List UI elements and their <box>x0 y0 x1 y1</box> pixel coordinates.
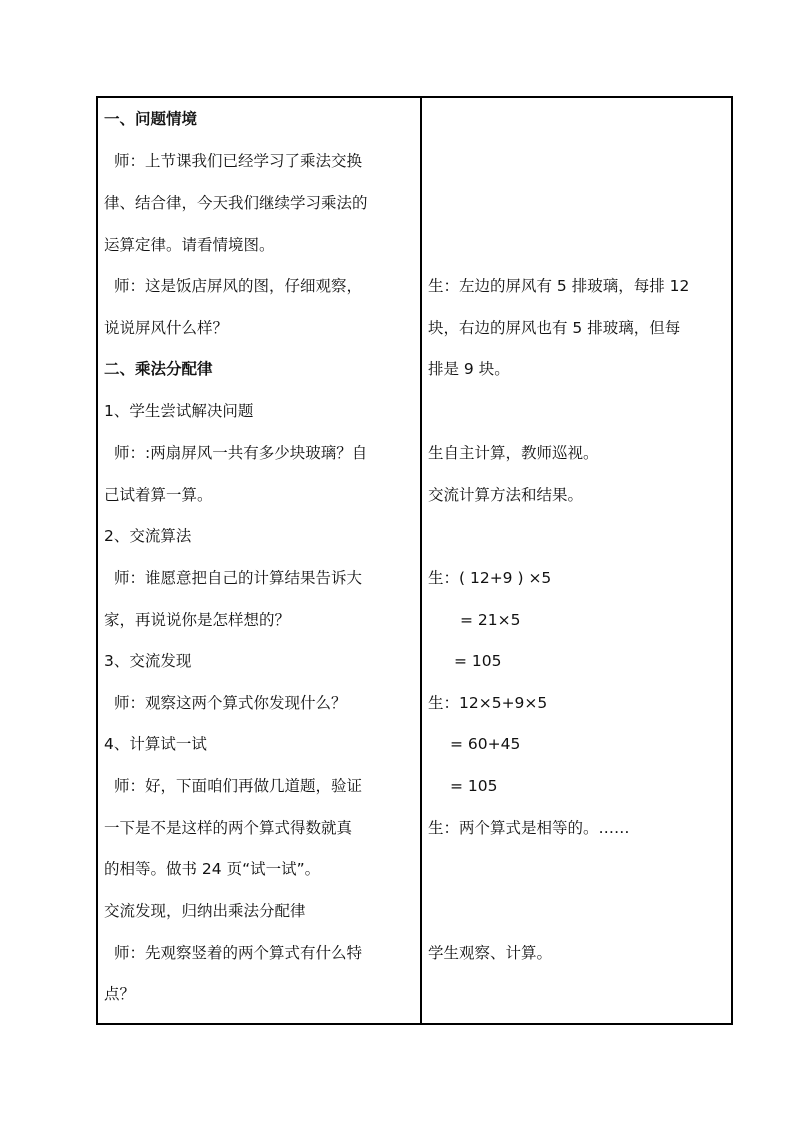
left-text-line: 点？ <box>104 985 136 1003</box>
right-text-line: 学生观察、计算。 <box>428 944 553 962</box>
right-text-line: 生自主计算，教师巡视。 <box>428 444 599 462</box>
left-text-line: 律、结合律，今天我们继续学习乘法的 <box>104 194 368 212</box>
left-text-line: 师：好，下面咱们再做几道题，验证 <box>114 777 363 795</box>
lesson-table <box>96 96 733 1025</box>
left-text-line: 师：先观察竖着的两个算式有什么特 <box>114 944 363 962</box>
section-heading-1: 一、问题情境 <box>104 110 198 128</box>
left-text-line: 运算定律。请看情境图。 <box>104 236 275 254</box>
left-text-line: 师：:两扇屏风一共有多少块玻璃？自 <box>114 444 368 462</box>
equation-line: = 105 <box>450 777 498 795</box>
left-text-line: 2、交流算法 <box>104 527 192 545</box>
equation-line: = 105 <box>454 652 502 670</box>
right-text-line: 生：左边的屏风有 5 排玻璃，每排 12 <box>428 277 690 295</box>
column-divider <box>420 98 422 1023</box>
right-text-line: 块，右边的屏风也有 5 排玻璃，但每 <box>428 319 681 337</box>
left-text-line: 一下是不是这样的两个算式得数就真 <box>104 819 353 837</box>
equation-line: = 60+45 <box>450 735 521 753</box>
left-text-line: 师：这是饭店屏风的图，仔细观察， <box>114 277 363 295</box>
left-text-line: 家，再说说你是怎样想的？ <box>104 611 291 629</box>
left-text-line: 师：谁愿意把自己的计算结果告诉大 <box>114 569 363 587</box>
left-text-line: 交流发现，归纳出乘法分配律 <box>104 902 306 920</box>
left-text-line: 师：观察这两个算式你发现什么？ <box>114 694 347 712</box>
left-text-line: 3、交流发现 <box>104 652 192 670</box>
section-heading-2: 二、乘法分配律 <box>104 360 213 378</box>
left-text-line: 1、学生尝试解决问题 <box>104 402 254 420</box>
left-text-line: 说说屏风什么样？ <box>104 319 229 337</box>
equation-line: 生：12×5+9×5 <box>428 694 548 712</box>
left-text-line: 师：上节课我们已经学习了乘法交换 <box>114 152 363 170</box>
equation-line: 生：( 12+9 ) ×5 <box>428 569 552 587</box>
equation-line: = 21×5 <box>460 611 521 629</box>
left-text-line: 的相等。做书 24 页“试一试”。 <box>104 860 321 878</box>
left-text-line: 4、计算试一试 <box>104 735 207 753</box>
left-text-line: 己试着算一算。 <box>104 486 213 504</box>
right-text-line: 交流计算方法和结果。 <box>428 486 584 504</box>
right-text-line: 生：两个算式是相等的。…… <box>428 819 630 837</box>
right-text-line: 排是 9 块。 <box>428 360 510 378</box>
